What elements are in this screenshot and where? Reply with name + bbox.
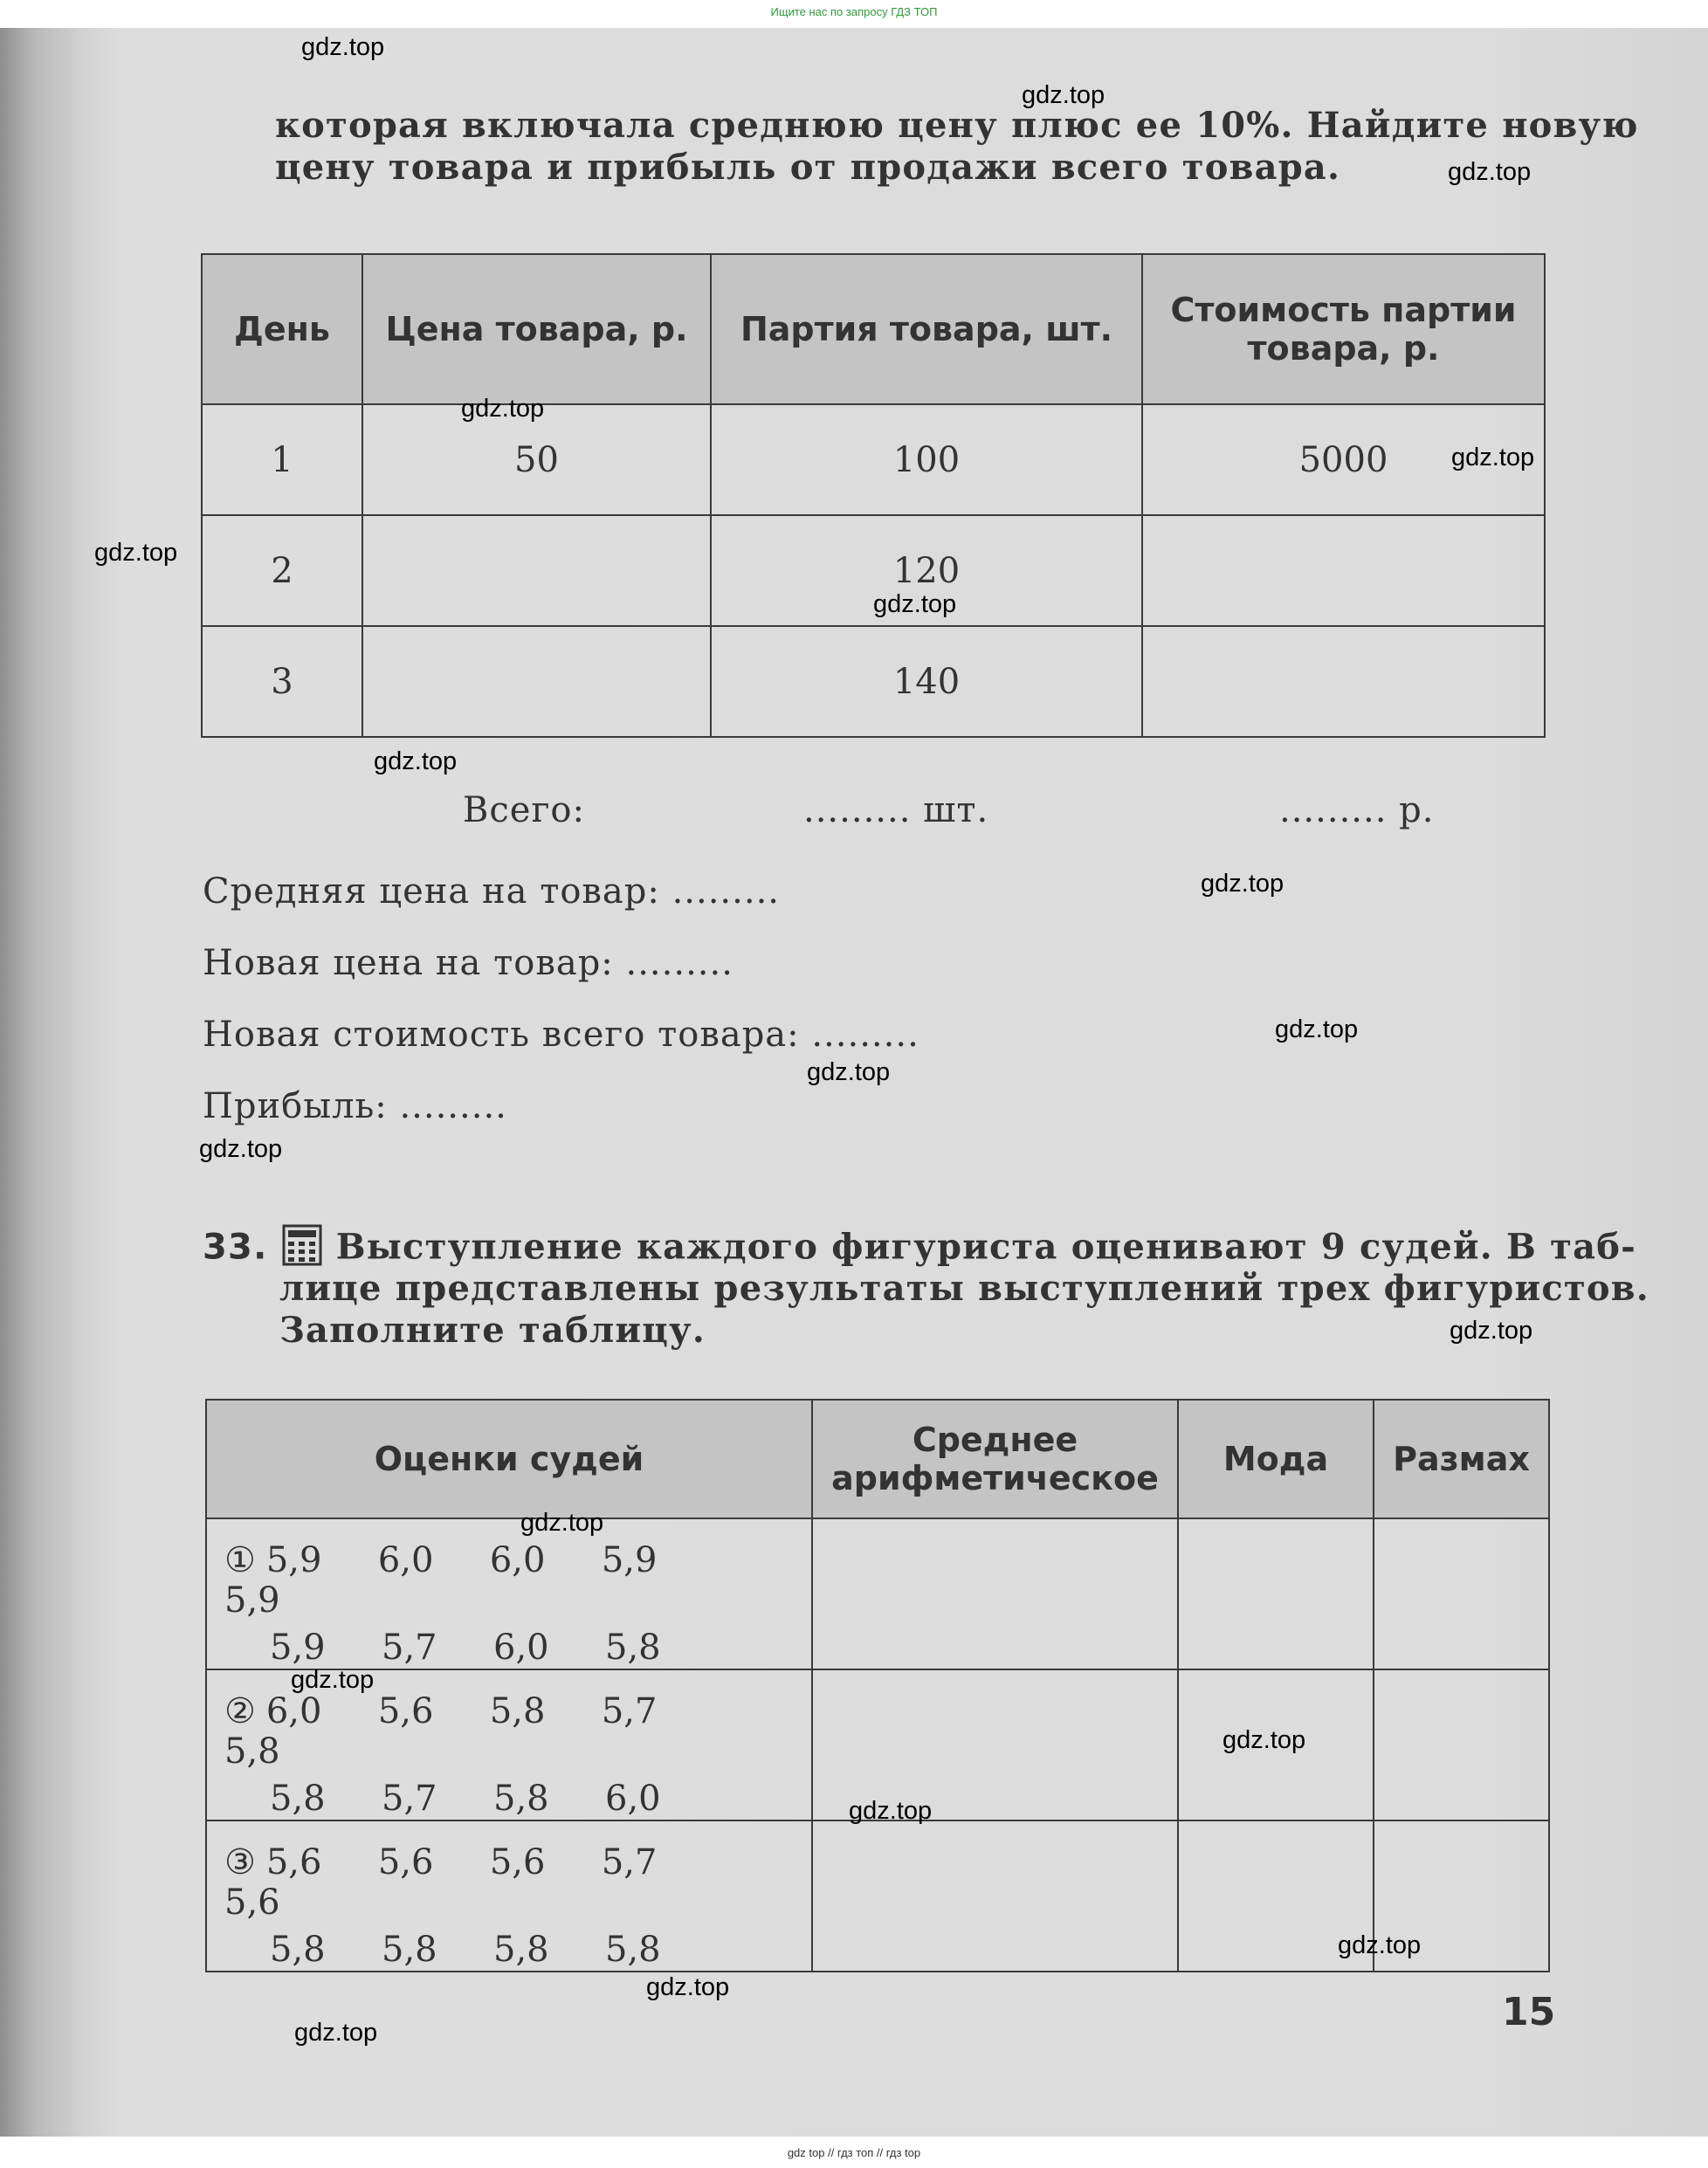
score: 6,0 bbox=[265, 1691, 322, 1731]
task-33-line-3: Заполните таблицу. bbox=[279, 1310, 706, 1351]
header-mean: Среднее арифметическое bbox=[812, 1400, 1178, 1518]
cell-price bbox=[362, 626, 711, 737]
watermark: gdz.top bbox=[873, 590, 957, 618]
watermark: gdz.top bbox=[1222, 1726, 1306, 1754]
total-units: ......... шт. bbox=[803, 790, 989, 830]
score: 5,8 bbox=[493, 1779, 549, 1819]
score: 5,9 bbox=[601, 1540, 658, 1580]
skater-number-1: ① bbox=[224, 1540, 256, 1580]
bottom-link: gdz top // гдз топ // гдз top bbox=[787, 2146, 921, 2159]
header-mode: Мода bbox=[1178, 1400, 1374, 1518]
scores-line bbox=[224, 1691, 810, 1772]
score: 5,8 bbox=[489, 1691, 546, 1731]
score: 6,0 bbox=[489, 1540, 546, 1580]
score: 5,7 bbox=[601, 1691, 658, 1731]
score: 6,0 bbox=[493, 1628, 549, 1668]
watermark: gdz.top bbox=[199, 1135, 283, 1163]
watermark: gdz.top bbox=[849, 1797, 933, 1825]
header-price: Цена товара, р. bbox=[362, 254, 711, 404]
watermark: gdz.top bbox=[1201, 870, 1284, 898]
score: 5,6 bbox=[377, 1691, 434, 1731]
watermark: gdz.top bbox=[94, 539, 178, 567]
task-number: 33. bbox=[203, 1227, 268, 1268]
scores-table bbox=[205, 1399, 1550, 1972]
watermark: gdz.top bbox=[646, 1973, 730, 2001]
mean-cell bbox=[812, 1518, 1178, 1669]
task-33-text-1: Выступление каждого фигуриста оценивают 9 судей. В таб- bbox=[335, 1226, 1636, 1268]
score: 5,8 bbox=[382, 1930, 437, 1970]
table-row bbox=[202, 626, 1545, 737]
header-range: Размах bbox=[1374, 1400, 1549, 1518]
watermark: gdz.top bbox=[1022, 81, 1105, 109]
score: 5,8 bbox=[605, 1930, 661, 1970]
watermark: gdz.top bbox=[294, 2019, 378, 2047]
total-rub: ......... р. bbox=[1279, 790, 1435, 830]
watermark: gdz.top bbox=[1275, 1015, 1359, 1043]
scores-line bbox=[224, 1628, 810, 1668]
avg-price-line: Средняя цена на товар: ......... bbox=[203, 871, 781, 912]
score: 5,9 bbox=[265, 1540, 322, 1580]
task-33-line-2: лице представлены результаты выступлений трех фигуристов. bbox=[279, 1268, 1649, 1309]
profit-line: Прибыль: ......... bbox=[203, 1086, 507, 1126]
cell-batch: 120 bbox=[711, 515, 1142, 626]
score: 5,6 bbox=[377, 1842, 434, 1882]
table-row bbox=[202, 404, 1545, 515]
scores-line bbox=[224, 1930, 810, 1970]
score: 5,8 bbox=[605, 1628, 661, 1668]
score: 5,6 bbox=[224, 1882, 280, 1923]
cell-cost: 5000 bbox=[1142, 404, 1545, 515]
score: 5,6 bbox=[265, 1842, 322, 1882]
cell-cost bbox=[1142, 515, 1545, 626]
skater-scores-cell bbox=[206, 1820, 812, 1972]
price-table-header bbox=[202, 254, 1545, 404]
cell-day: 3 bbox=[202, 626, 362, 737]
page-number: 15 bbox=[1502, 1990, 1556, 2034]
score: 6,0 bbox=[605, 1779, 661, 1819]
watermark: gdz.top bbox=[1450, 1317, 1533, 1345]
cell-day: 2 bbox=[202, 515, 362, 626]
watermark: gdz.top bbox=[1448, 158, 1532, 186]
scores-line bbox=[224, 1842, 810, 1923]
top-search-hint: Ищите нас по запросу ГДЗ ТОП bbox=[770, 5, 938, 18]
skater-number-3: ③ bbox=[224, 1842, 256, 1882]
mean-cell bbox=[812, 1820, 1178, 1972]
cell-day: 1 bbox=[202, 404, 362, 515]
header-day: День bbox=[202, 254, 362, 404]
total-label: Всего: bbox=[463, 790, 585, 830]
cell-price bbox=[362, 515, 711, 626]
score: 5,8 bbox=[270, 1930, 326, 1970]
watermark: gdz.top bbox=[291, 1666, 375, 1694]
score: 5,7 bbox=[601, 1842, 658, 1882]
score: 5,9 bbox=[270, 1628, 326, 1668]
header-scores: Оценки судей bbox=[206, 1400, 812, 1518]
score: 5,6 bbox=[489, 1842, 546, 1882]
table-row bbox=[206, 1518, 1549, 1669]
mode-cell bbox=[1178, 1518, 1374, 1669]
watermark: gdz.top bbox=[1451, 444, 1535, 471]
skater-scores-cell bbox=[206, 1518, 812, 1669]
score: 5,7 bbox=[382, 1779, 437, 1819]
header-batch: Партия товара, шт. bbox=[711, 254, 1142, 404]
watermark: gdz.top bbox=[301, 33, 385, 61]
new-cost-line: Новая стоимость всего товара: ......... bbox=[203, 1015, 919, 1055]
watermark: gdz.top bbox=[520, 1509, 604, 1537]
header-batch-cost: Стоимость партии товара, р. bbox=[1142, 254, 1545, 404]
scores-table-header bbox=[206, 1400, 1549, 1518]
scores-line bbox=[224, 1540, 810, 1621]
cell-batch: 140 bbox=[711, 626, 1142, 737]
score: 5,8 bbox=[270, 1779, 326, 1819]
score: 5,9 bbox=[224, 1580, 280, 1621]
cell-batch: 100 bbox=[711, 404, 1142, 515]
scores-line bbox=[224, 1779, 810, 1819]
new-price-line: Новая цена на товар: ......... bbox=[203, 943, 733, 983]
skater-number-2: ② bbox=[224, 1691, 256, 1731]
score: 5,8 bbox=[224, 1731, 280, 1772]
watermark: gdz.top bbox=[461, 395, 545, 423]
watermark: gdz.top bbox=[807, 1058, 891, 1086]
cell-cost bbox=[1142, 626, 1545, 737]
score: 5,7 bbox=[382, 1628, 437, 1668]
price-table bbox=[201, 253, 1546, 738]
score: 5,8 bbox=[493, 1930, 549, 1970]
score: 6,0 bbox=[377, 1540, 434, 1580]
cell-price: 50 bbox=[362, 404, 711, 515]
watermark: gdz.top bbox=[1338, 1931, 1422, 1959]
range-cell bbox=[1374, 1669, 1549, 1820]
intro-line-2: цену товара и прибыль от продажи всего товара. bbox=[275, 147, 1341, 188]
watermark: gdz.top bbox=[374, 747, 458, 775]
intro-line-1: которая включала среднюю цену плюс ее 10%. Найдите новую bbox=[275, 105, 1639, 146]
range-cell bbox=[1374, 1518, 1549, 1669]
